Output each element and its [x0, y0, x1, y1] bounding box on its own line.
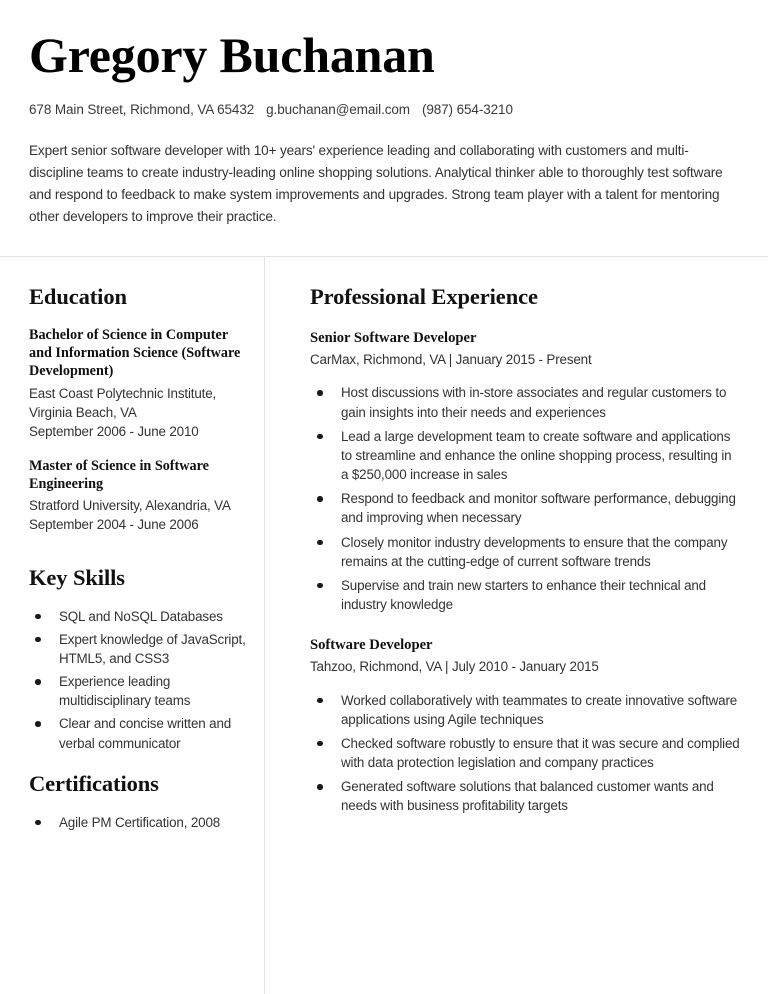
job-bullet-list	[310, 383, 740, 614]
education-dates: September 2004 - June 2006	[29, 517, 199, 533]
section-spacer	[29, 757, 246, 771]
resume-body	[0, 257, 768, 994]
education-degree: Bachelor of Science in Computer and Information Science (Software Development)	[29, 327, 241, 380]
list-item: Expert knowledge of JavaScript, HTML5, and CSS3	[29, 630, 246, 668]
education-institution: Stratford University, Alexandria, VA	[29, 498, 231, 514]
left-column	[0, 257, 265, 994]
education-entry	[29, 457, 246, 535]
list-item: Agile PM Certification, 2008	[29, 813, 246, 832]
list-item: Generated software solutions that balanced customer wants and needs with business profitability targets	[310, 777, 740, 815]
section-heading-education: Education	[29, 284, 127, 309]
contact-phone: (987) 654-3210	[421, 102, 513, 117]
certifications-list	[29, 813, 246, 832]
list-item: Experience leading multidisciplinary teams	[29, 672, 246, 710]
list-item: Lead a large development team to create software and applications to streamline and enhance the online shopping process, resulting in a $250,000 increase in sales	[310, 427, 740, 484]
key-skills-list	[29, 607, 246, 753]
contact-email[interactable]: g.buchanan@email.com	[266, 102, 410, 117]
list-item: Clear and concise written and verbal communicator	[29, 714, 246, 752]
education-institution: East Coast Polytechnic Institute, Virginia Beach, VA	[29, 385, 217, 420]
list-item: Supervise and train new starters to enhance their technical and industry knowledge	[310, 576, 740, 614]
section-heading-key-skills: Key Skills	[29, 564, 125, 590]
list-item: Host discussions with in-store associates and regular customers to gain insights into their needs and experiences	[310, 383, 740, 421]
list-item: Respond to feedback and monitor software performance, debugging and improving when necessary	[310, 489, 740, 527]
professional-summary: Expert senior software developer with 10+ years' experience leading and collaborating with customers and multi-discipline teams to create industry-leading online shopping solutions. Analytical thinker able to thoroughly test software and respond to feedback to make system improvements and upgrades. Strong team player with a talent for mentoring other developers to improve their practice.	[29, 142, 723, 224]
list-item: Checked software robustly to ensure that it was secure and complied with data protection legislation and company practices	[310, 734, 740, 772]
section-spacer	[29, 551, 246, 565]
section-heading-professional-experience: Professional Experience	[310, 284, 538, 309]
education-dates: September 2006 - June 2010	[29, 423, 199, 439]
job-title: Senior Software Developer	[310, 330, 477, 346]
education-degree: Master of Science in Software Engineering	[29, 457, 209, 493]
job-meta: CarMax, Richmond, VA | January 2015 - Present	[310, 351, 592, 367]
job-bullet-list	[310, 691, 740, 816]
list-item: Closely monitor industry developments to ensure that the company remains at the cutting-edge of current software trends	[310, 533, 740, 571]
job-entry	[310, 636, 740, 815]
page-title: Gregory Buchanan	[29, 27, 435, 83]
list-item: SQL and NoSQL Databases	[29, 607, 246, 626]
contact-line	[29, 101, 740, 119]
list-item: Worked collaboratively with teammates to create innovative software applications using Agile techniques	[310, 691, 740, 729]
section-heading-certifications: Certifications	[29, 770, 159, 796]
job-meta: Tahzoo, Richmond, VA | July 2010 - January 2015	[310, 659, 599, 675]
job-entry	[310, 329, 740, 614]
education-entry	[29, 326, 246, 441]
resume-header	[0, 0, 768, 228]
right-column	[265, 257, 768, 994]
job-title: Software Developer	[310, 637, 433, 654]
contact-address: 678 Main Street, Richmond, VA 65432	[29, 102, 255, 117]
